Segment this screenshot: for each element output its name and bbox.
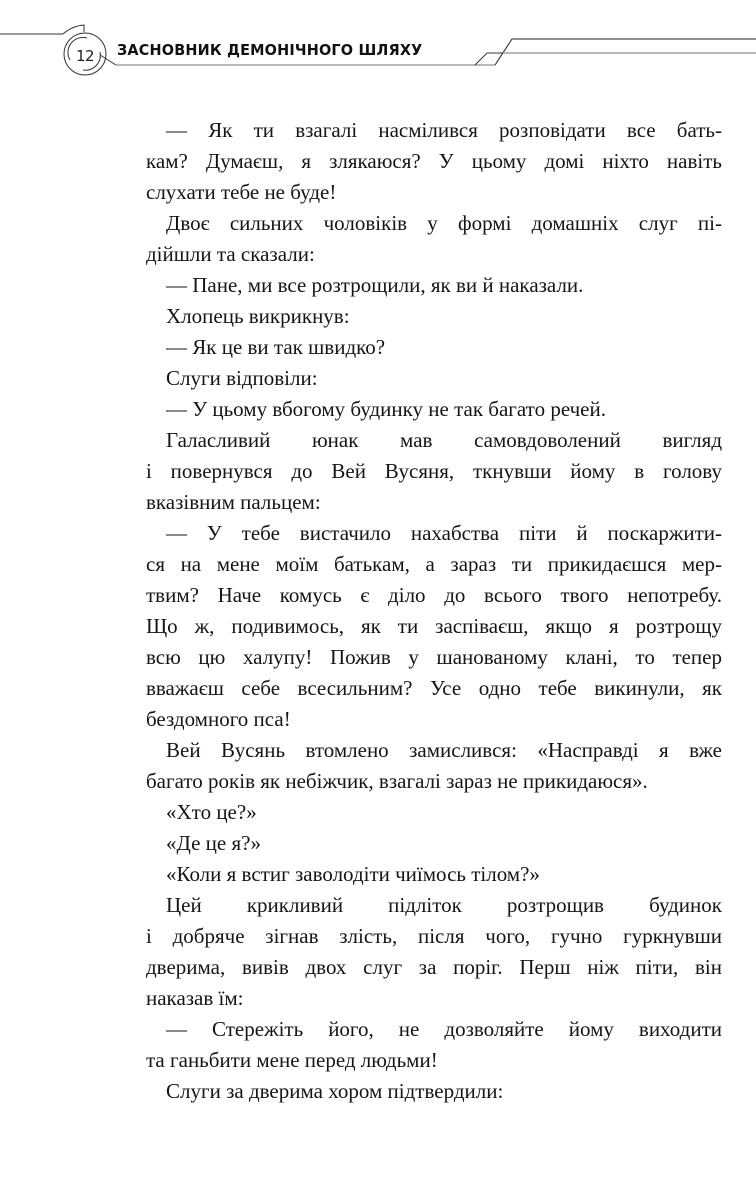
text-line: — Стережіть його, не дозволяйте йому виходити bbox=[166, 1017, 722, 1041]
text-line: твим? Наче комусь є діло до всього твого непотребу. bbox=[146, 583, 722, 607]
text-line: Що ж, подивимось, як ти заспіваєш, якщо я розтрощу bbox=[146, 614, 722, 638]
text-line: Слуги за дверима хором підтвердили: bbox=[166, 1079, 504, 1103]
running-title: ЗАСНОВНИК ДЕМОНІЧНОГО ШЛЯХУ bbox=[117, 41, 423, 59]
text-line: — У цьому вбогому будинку не так багато речей. bbox=[166, 397, 606, 421]
text-line: — Як це ви так швидко? bbox=[166, 335, 386, 359]
text-line: «Хто це?» bbox=[166, 800, 257, 824]
text-line: — Пане, ми все розтрощили, як ви й наказали. bbox=[166, 273, 584, 297]
text-line: «Де це я?» bbox=[166, 831, 261, 855]
text-line: дверима, вивів двох слуг за поріг. Перш ніж піти, він bbox=[146, 955, 722, 979]
text-line: вказівним пальцем: bbox=[146, 490, 321, 514]
text-line: Слуги відповіли: bbox=[166, 366, 318, 390]
text-line: кам? Думаєш, я злякаюся? У цьому домі ніхто навіть bbox=[146, 149, 722, 173]
text-line: наказав їм: bbox=[146, 986, 244, 1010]
header-upper-rule bbox=[495, 39, 756, 65]
header-connector bbox=[100, 55, 116, 65]
text-line: Хлопець викрикнув: bbox=[166, 304, 350, 328]
text-line: вважаєш себе всесильним? Усе одно тебе викинули, як bbox=[146, 676, 722, 700]
body-text bbox=[146, 115, 722, 1107]
page-number: 12 bbox=[75, 47, 95, 65]
text-line: — У тебе вистачило нахабства піти й поскаржити- bbox=[166, 521, 722, 545]
text-line: дійшли та сказали: bbox=[146, 242, 315, 266]
text-line: — Як ти взагалі насмілився розповідати все бать- bbox=[166, 118, 722, 142]
text-line: і добряче зігнав злість, після чого, гучно гуркнувши bbox=[146, 924, 722, 948]
text-line: ся на мене моїм батькам, а зараз ти прикидаєшся мер- bbox=[146, 552, 722, 576]
text-line: та ганьбити мене перед людьми! bbox=[146, 1048, 438, 1072]
text-line: бездомного пса! bbox=[146, 707, 291, 731]
text-line: Цей крикливий підліток розтрощив будинок bbox=[166, 893, 722, 917]
text-line: «Коли я встиг заволодіти чиїмось тілом?» bbox=[166, 862, 540, 886]
text-line: всю цю халупу! Пожив у шанованому клані, то тепер bbox=[146, 645, 722, 669]
header-corner-hook bbox=[63, 25, 84, 34]
text-line: багато років як небіжчик, взагалі зараз не прикидаюся». bbox=[146, 769, 648, 793]
text-line: Вей Вусянь втомлено замислився: «Насправді я вже bbox=[166, 738, 722, 762]
text-line: і повернувся до Вей Вусяня, ткнувши йому в голову bbox=[146, 459, 722, 483]
running-header bbox=[0, 0, 756, 90]
text-line: слухати тебе не буде! bbox=[146, 180, 337, 204]
text-line: Галасливий юнак мав самовдоволений вигляд bbox=[166, 428, 722, 452]
text-line: Двоє сильних чоловіків у формі домашніх слуг пі- bbox=[166, 211, 722, 235]
